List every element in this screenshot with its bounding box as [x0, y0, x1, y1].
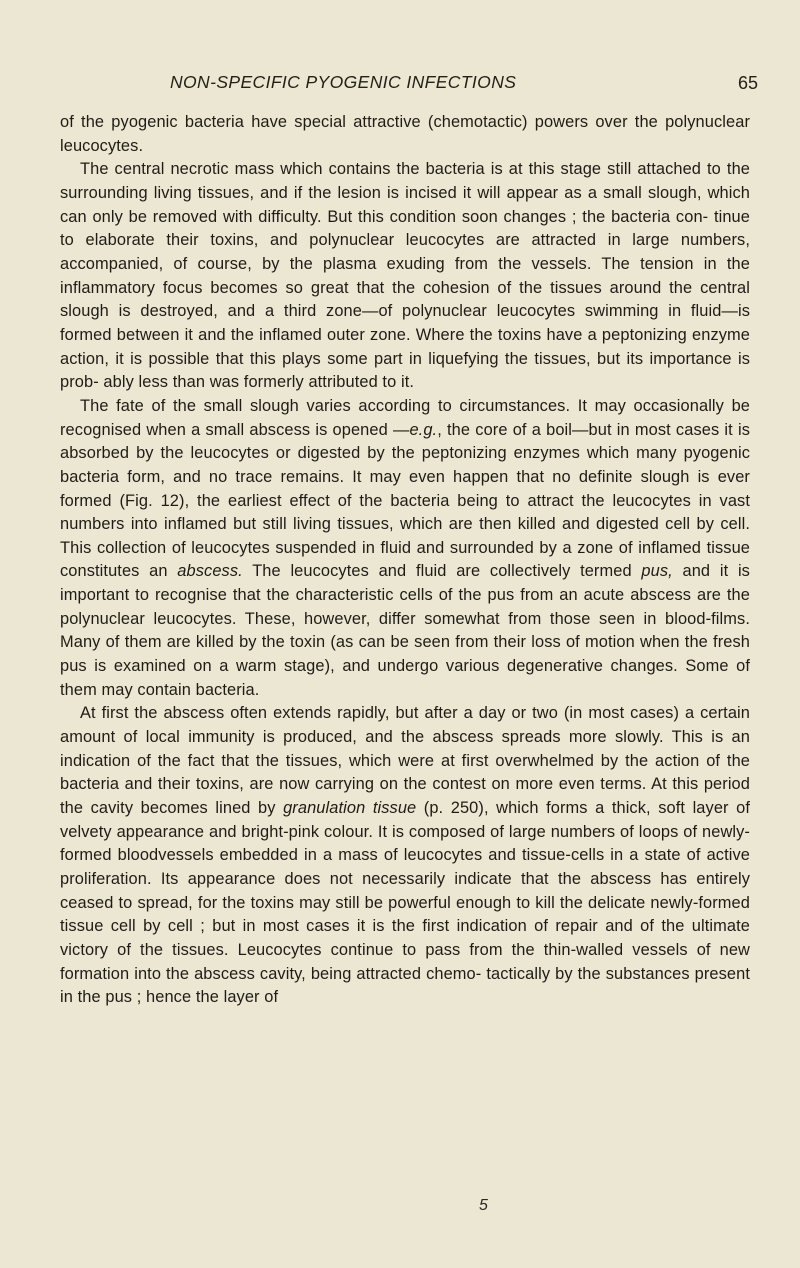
- text-segment: of the pyogenic bacteria have special attractive (chemotactic) powers over the polynuclear leucocytes.: [60, 113, 750, 155]
- paragraph-1: [60, 111, 750, 158]
- text-segment: The central necrotic mass which contains the bacteria is at this stage still attached to the surrounding living tissues, and if the lesion is incised it will appear as a small slough, which can only be removed with difficulty. But this condition soon changes ; the bacteria con- tinue to elaborate their toxins, and polynuclear leucocytes are attracted in large numbers, accompanied, of course, by the plasma exuding from the vessels. The tension in the inflammatory focus becomes so great that the cohesion of the tissues around the central slough is destroyed, and a third zone—of polynuclear leucocytes swimming in fluid—is formed between it and the inflamed outer zone. Where the toxins have a peptonizing enzyme action, it is possible that this plays some part in liquefying the tissues, but its importance is prob- ably less than was formerly attributed to it.: [60, 160, 750, 392]
- paragraph-4: [60, 702, 750, 1010]
- text-segment: The fate of the small slough varies according to circumstances. It may occasionally be recognised when a small abscess is opened —: [60, 396, 750, 439]
- paragraph-3: [60, 395, 750, 703]
- text-segment: (p. 250), which forms a thick, soft layer of velvety appearance and bright-pink colour. It is composed of large numbers of loops of newly-formed bloodvessels embedded in a mass of leucocytes and tissue-cells in a state of active proliferation. Its appearance does not necessarily indicate that the abscess has entirely ceased to spread, for the toxins may still be powerful enough to kill the delicate newly-formed tissue cell by cell ; but in most cases it is the first indication of repair and of the ultimate victory of the tissues. Leucocytes continue to pass from the thin-walled vessels of new formation into the abscess cavity, being attracted chemo- tactically by the substances present in the pus ; hence the layer of: [60, 799, 750, 1007]
- italic-segment: pus,: [641, 562, 673, 581]
- text-segment: The leucocytes and fluid are collectively termed: [242, 562, 642, 581]
- text-segment: , the core of a boil—but in most cases it is absorbed by the leucocytes or digested by the peptonizing enzymes which many pyogenic bacteria form, and no trace remains. It may even happen that no definite slough is ever formed (Fig. 12), the earliest effect of the bacteria being to attract the leucocytes in vast numbers into inflamed but still living tissues, which are then killed and digested cell by cell. This collection of leucocytes suspended in fluid and surrounded by a zone of inflamed tissue constitutes an: [60, 420, 750, 581]
- text-segment: and it is important to recognise that the characteristic cells of the pus from an acute abscess are the polynuclear leucocytes. These, however, differ somewhat from those seen in blood-films. Many of them are killed by the toxin (as can be seen from their loss of motion when the fresh pus is examined on a warm stage), and undergo various degenerative changes. Some of them may contain bacteria.: [60, 562, 750, 699]
- page-number: 65: [737, 73, 758, 93]
- page-header: [60, 72, 758, 98]
- paragraph-2: [60, 158, 750, 395]
- italic-segment: granulation tissue: [283, 799, 417, 818]
- running-head: NON-SPECIFIC PYOGENIC INFECTIONS: [170, 72, 517, 92]
- signature-mark: 5: [479, 1197, 488, 1214]
- italic-segment: abscess.: [177, 562, 243, 581]
- text-segment: At first the abscess often extends rapidly, but after a day or two (in most cases) a certain amount of local immunity is produced, and the abscess spreads more slowly. This is an indication of the fact that the tissues, which were at first overwhelmed by the action of the bacteria and their toxins, are now carrying on the contest on more even terms. At this period the cavity becomes lined by: [60, 704, 750, 818]
- italic-segment: e.g.: [409, 420, 438, 439]
- body-text: [60, 111, 750, 1010]
